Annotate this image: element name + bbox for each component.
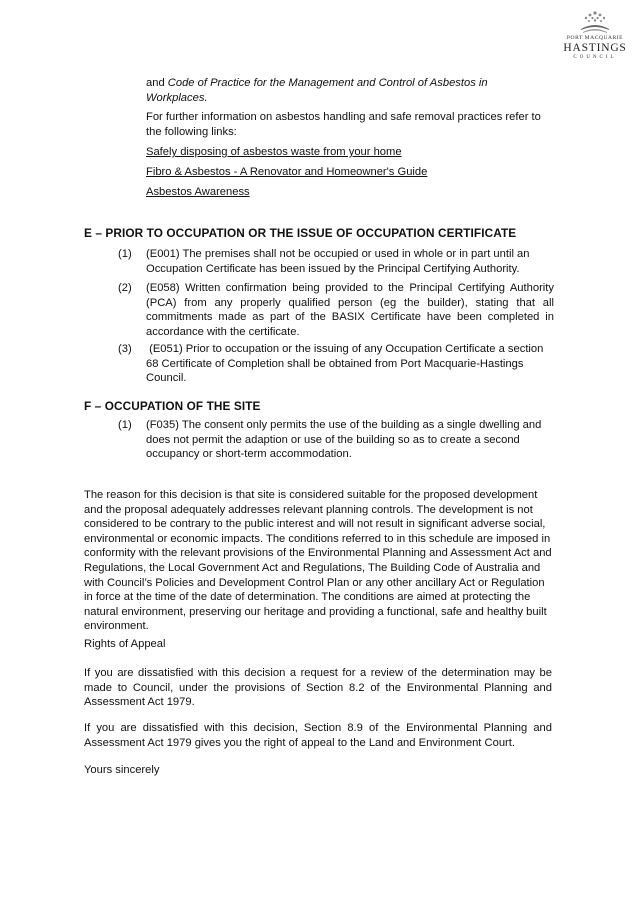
link-safely-disposing[interactable]: Safely disposing of asbestos waste from your home <box>146 146 402 158</box>
condition-text: (E058) Written confirmation being provided to the Principal Certifying Authority (PCA) from any properly qualified person (eg the builder), stating that all commitments made as part of the BASIX Certificate have been completed in accordance with the certificate. <box>146 282 554 338</box>
closing-text: Yours sincerely <box>84 764 160 776</box>
link-asbestos-awareness[interactable]: Asbestos Awareness <box>146 186 250 198</box>
condition-text: (F035) The consent only permits the use of the building as a single dwelling and does not permit the adaption or use of the building so as to create a second occupancy or short-term accommodation. <box>146 419 542 461</box>
logo-line-1: PORT MACQUARIE <box>566 35 624 41</box>
condition-number: (3) <box>118 343 132 355</box>
condition-number: (1) <box>118 248 132 260</box>
appeal-paragraph-1: If you are dissatisfied with this decision a request for a review of the determination may be made to Council, under the provisions of Section 8.2 of the Environmental Planning and Assessment Act 1979. <box>84 667 552 709</box>
council-logo <box>560 10 630 61</box>
logo-line-2: HASTINGS <box>563 42 627 54</box>
section-f-heading: F – OCCUPATION OF THE SITE <box>84 399 261 413</box>
link-1-wrap <box>146 145 552 160</box>
council-emblem-icon <box>578 10 612 34</box>
continuation-prefix: and <box>146 77 168 89</box>
condition-text: (E051) Prior to occupation or the issuing of any Occupation Certificate a section 68 Certificate of Completion shall be obtained from Port Macquarie-Hastings Council. <box>146 343 547 385</box>
continuation-text <box>146 76 552 105</box>
condition-number: (2) <box>118 282 132 294</box>
link-fibro-asbestos-guide[interactable]: Fibro & Asbestos - A Renovator and Homeowner's Guide <box>146 166 428 178</box>
condition-text: (E001) The premises shall not be occupied or used in whole or in part until an Occupation Certificate has been issued by the Principal Certifying Authority. <box>146 248 530 275</box>
section-e-heading: E – PRIOR TO OCCUPATION OR THE ISSUE OF OCCUPATION CERTIFICATE <box>84 226 517 240</box>
continuation-italic: Code of Practice for the Management and Control of Asbestos in Workplaces. <box>146 77 488 104</box>
logo-line-3: COUNCIL <box>573 55 617 60</box>
rights-of-appeal-heading: Rights of Appeal <box>84 638 166 650</box>
reason-paragraph: The reason for this decision is that site is considered suitable for the proposed development and the proposal adequately addresses relevant planning controls. The development is not considered to be contrary to the public interest and will not result in significant adverse social, environmental or economic impacts. The conditions referred to in this schedule are imposed in conformity with the relevant provisions of the Environmental Planning and Assessment Act and Regulations, the Local Government Act and Regulations, The Building Code of Australia and with Council’s Policies and Development Control Plan or any other ancillary Act or Regulation in force at the time of the date of determination. The conditions are aimed at protecting the natural environment, preserving our heritage and providing a functional, safe and healthy built environment. <box>84 489 552 633</box>
condition-number: (1) <box>118 419 132 431</box>
further-info <box>146 110 552 139</box>
appeal-paragraph-2: If you are dissatisfied with this decision, Section 8.9 of the Environmental Planning and Assessment Act 1979 gives you the right of appeal to the Land and Environment Court. <box>84 722 552 749</box>
link-2-wrap <box>146 165 552 180</box>
further-info-text: For further information on asbestos handling and safe removal practices refer to the following links: <box>146 111 541 138</box>
link-3-wrap <box>146 185 552 200</box>
asbestos-continuation <box>146 76 552 105</box>
